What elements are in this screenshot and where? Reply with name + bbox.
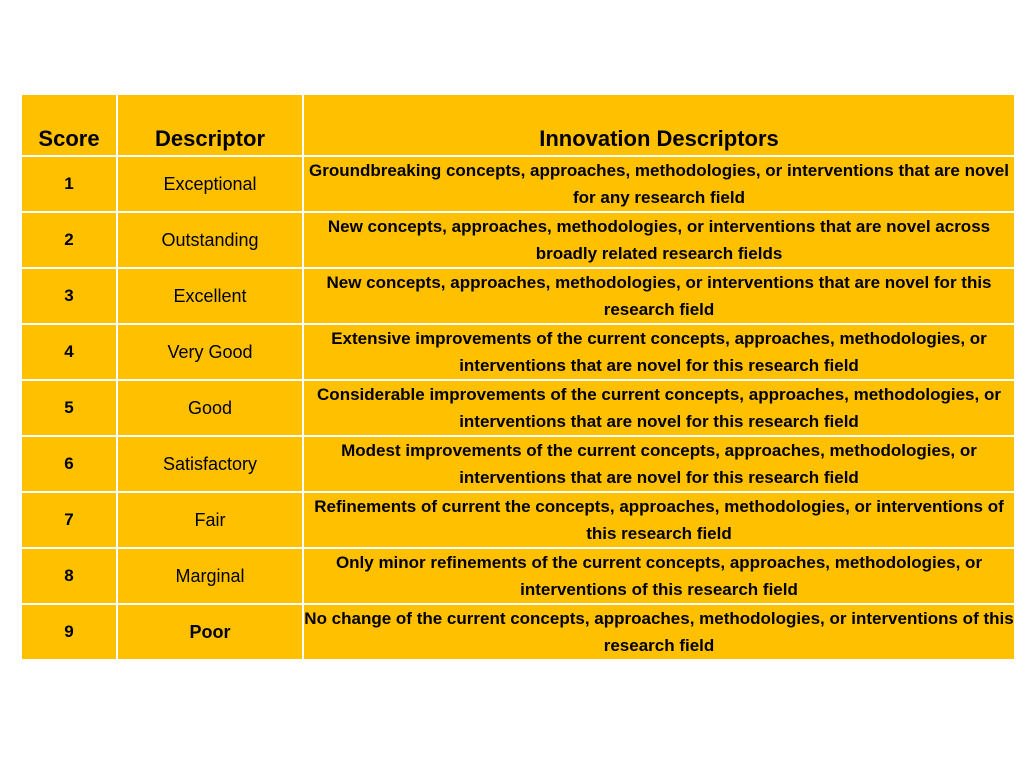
descriptor-cell: Very Good [118,325,304,381]
innovation-descriptor-cell: Refinements of current the concepts, approaches, methodologies, or interventions of this research field [304,493,1014,549]
innovation-descriptor-cell: Extensive improvements of the current concepts, approaches, methodologies, or interventions that are novel for this research field [304,325,1014,381]
header-descriptor: Descriptor [118,95,304,157]
descriptor-cell: Outstanding [118,213,304,269]
score-cell: 5 [22,381,118,437]
innovation-table-container [22,95,1014,659]
descriptor-cell: Marginal [118,549,304,605]
descriptor-cell: Excellent [118,269,304,325]
score-cell: 9 [22,605,118,659]
score-cell: 7 [22,493,118,549]
descriptor-cell: Satisfactory [118,437,304,493]
score-cell: 4 [22,325,118,381]
table-row [22,381,1014,437]
score-cell: 3 [22,269,118,325]
innovation-descriptor-cell: Considerable improvements of the current concepts, approaches, methodologies, or interventions that are novel for this research field [304,381,1014,437]
innovation-scoring-table [22,95,1014,659]
header-innovation-descriptors: Innovation Descriptors [304,95,1014,157]
table-row [22,493,1014,549]
innovation-descriptor-cell: Only minor refinements of the current concepts, approaches, methodologies, or interventions of this research field [304,549,1014,605]
innovation-descriptor-cell: Groundbreaking concepts, approaches, methodologies, or interventions that are novel for any research field [304,157,1014,213]
table-row [22,157,1014,213]
table-header-row [22,95,1014,157]
table-row [22,549,1014,605]
table-row [22,269,1014,325]
table-row [22,437,1014,493]
innovation-descriptor-cell: New concepts, approaches, methodologies, or interventions that are novel across broadly related research fields [304,213,1014,269]
score-cell: 1 [22,157,118,213]
descriptor-cell: Good [118,381,304,437]
header-score: Score [22,95,118,157]
table-row [22,605,1014,659]
table-row [22,213,1014,269]
innovation-descriptor-cell: No change of the current concepts, approaches, methodologies, or interventions of this research field [304,605,1014,659]
score-cell: 6 [22,437,118,493]
score-cell: 8 [22,549,118,605]
innovation-descriptor-cell: New concepts, approaches, methodologies, or interventions that are novel for this research field [304,269,1014,325]
table-row [22,325,1014,381]
score-cell: 2 [22,213,118,269]
innovation-descriptor-cell: Modest improvements of the current concepts, approaches, methodologies, or interventions that are novel for this research field [304,437,1014,493]
descriptor-cell: Exceptional [118,157,304,213]
descriptor-cell: Fair [118,493,304,549]
descriptor-cell: Poor [118,605,304,659]
